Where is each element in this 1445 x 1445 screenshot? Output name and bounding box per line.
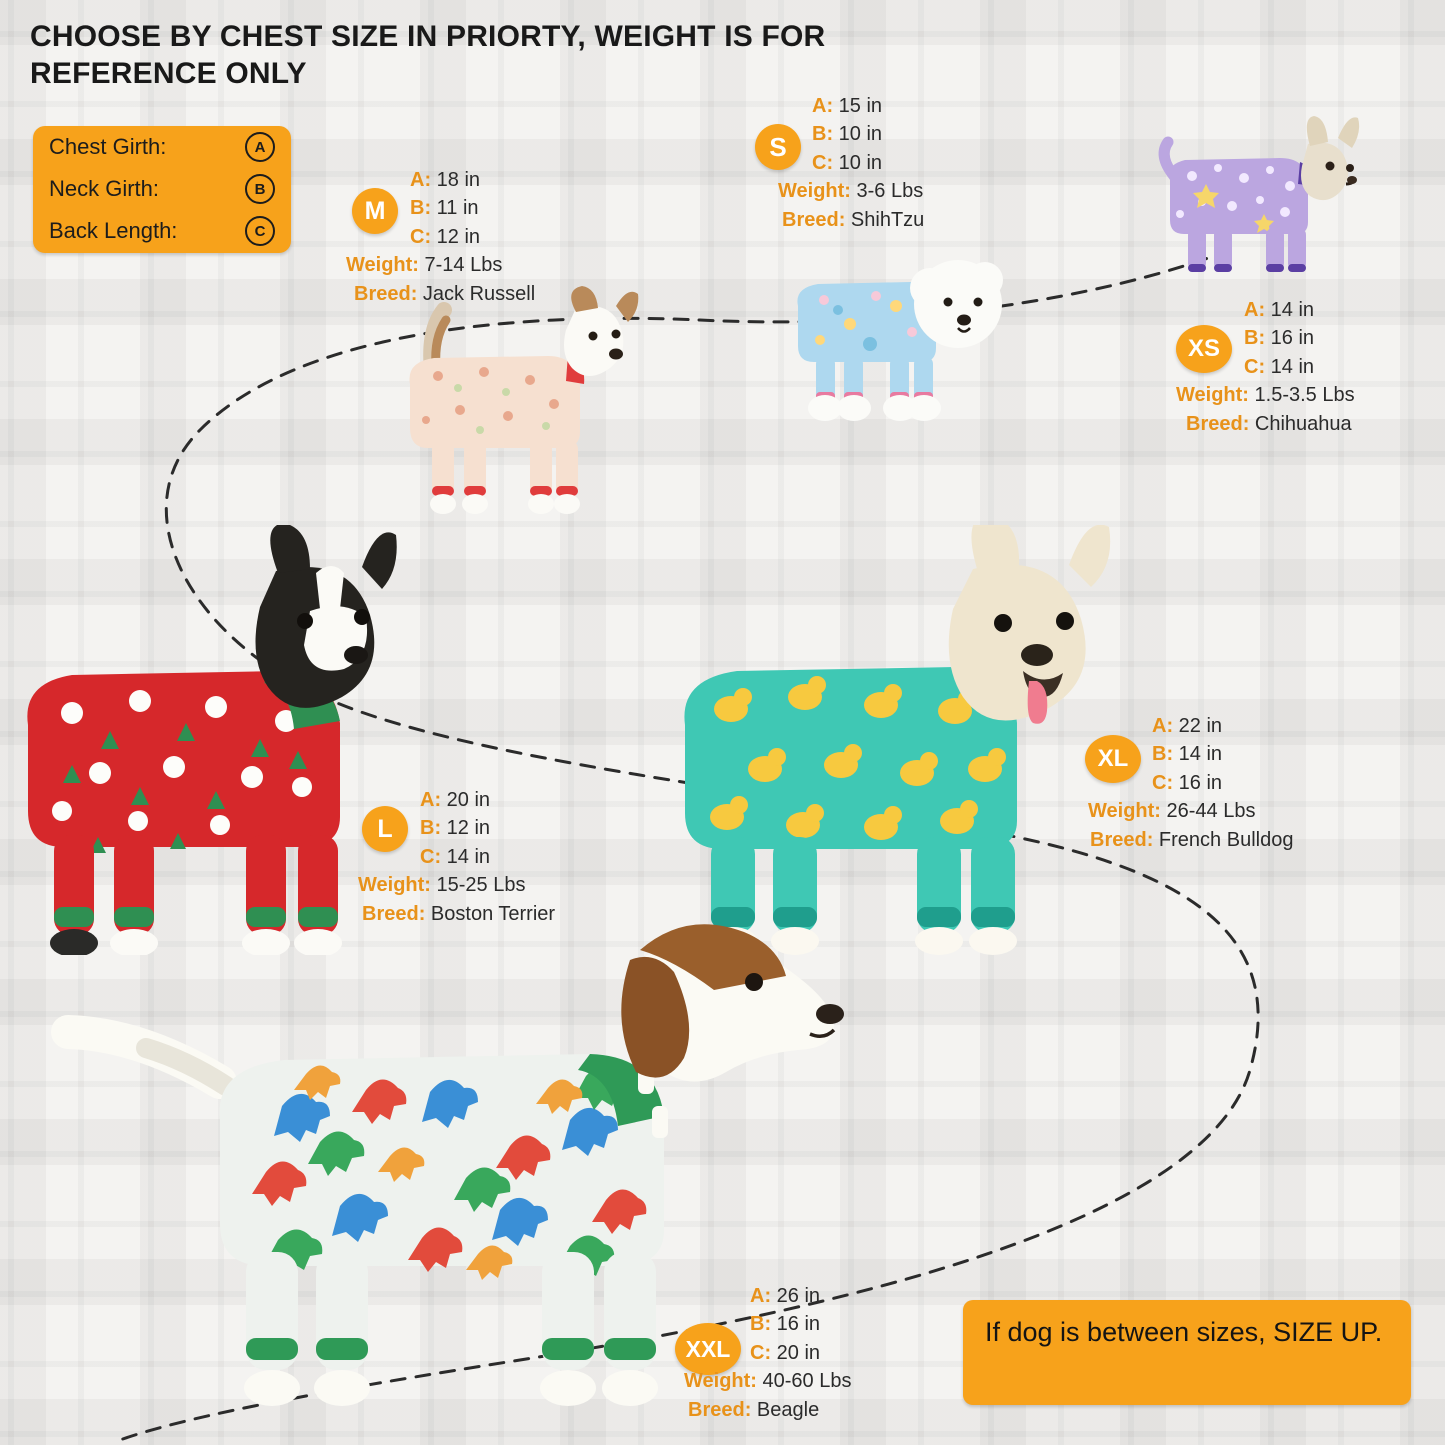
spec-b-label-s: B:	[812, 123, 834, 146]
spec-breed-label-s: Breed:	[782, 208, 846, 231]
size-badge-xxl: XXL	[675, 1323, 741, 1375]
dog-photo-bichon	[780, 240, 1010, 425]
legend-label-neck: Neck Girth:	[49, 176, 160, 201]
size-badge-m: M	[352, 188, 398, 234]
legend-box	[33, 126, 291, 253]
spec-b-value-xs: 16 in	[1270, 327, 1315, 350]
legend-row-chest	[33, 126, 291, 168]
spec-b-label-xl: B:	[1152, 743, 1174, 766]
spec-a-label-l: A:	[420, 789, 442, 811]
spec-c-label-m: C:	[410, 225, 432, 248]
spec-weight-label-xs: Weight:	[1176, 384, 1249, 407]
spec-a-label-m: A:	[410, 169, 432, 191]
spec-b-value-m: 11 in	[436, 197, 479, 220]
size-badge-l: L	[362, 806, 408, 852]
spec-breed-value-xl: French Bulldog	[1158, 828, 1294, 851]
spec-a-value-m: 18 in	[436, 169, 481, 191]
spec-b-label-xs: B:	[1244, 327, 1266, 350]
spec-a-label-xs: A:	[1244, 299, 1266, 321]
spec-a-value-xs: 14 in	[1270, 299, 1315, 321]
size-up-note: If dog is between sizes, SIZE UP.	[963, 1300, 1411, 1405]
spec-c-label-l: C:	[420, 845, 442, 868]
spec-weight-label-l: Weight:	[358, 874, 431, 897]
legend-badge-a: A	[245, 132, 275, 162]
spec-weight-value-l: 15-25 Lbs	[436, 874, 526, 897]
spec-a-label-xxl: A:	[750, 1285, 772, 1307]
spec-c-label-xs: C:	[1244, 355, 1266, 378]
spec-block-l	[358, 786, 556, 928]
spec-c-value-s: 10 in	[838, 151, 883, 174]
spec-c-value-l: 14 in	[446, 845, 491, 868]
spec-breed-value-l: Boston Terrier	[430, 902, 556, 925]
dog-photo-chihuahua	[1140, 110, 1360, 290]
spec-b-value-xl: 14 in	[1178, 743, 1223, 766]
spec-breed-value-s: ShihTzu	[850, 208, 925, 231]
page-title: CHOOSE BY CHEST SIZE IN PRIORTY, WEIGHT IS FOR REFERENCE ONLY	[30, 20, 826, 91]
spec-b-value-xxl: 16 in	[776, 1313, 821, 1336]
size-badge-xs: XS	[1176, 325, 1232, 373]
spec-b-label-m: B:	[410, 197, 432, 220]
dog-photo-boston-terrier	[10, 525, 430, 955]
size-badge-s: S	[755, 124, 801, 170]
spec-c-value-xl: 16 in	[1178, 771, 1223, 794]
spec-a-value-l: 20 in	[446, 789, 491, 811]
spec-breed-value-xxl: Beagle	[756, 1398, 820, 1421]
spec-weight-label-s: Weight:	[778, 180, 851, 203]
dog-photo-beagle	[30, 910, 890, 1420]
legend-badge-b: B	[245, 174, 275, 204]
spec-a-value-xxl: 26 in	[776, 1285, 821, 1307]
spec-breed-value-m: Jack Russell	[422, 282, 536, 305]
spec-c-value-xs: 14 in	[1270, 355, 1315, 378]
spec-weight-label-xxl: Weight:	[684, 1370, 757, 1393]
legend-label-chest: Chest Girth:	[49, 134, 167, 159]
spec-b-label-xxl: B:	[750, 1313, 772, 1336]
spec-weight-label-xl: Weight:	[1088, 800, 1161, 823]
legend-badge-c: C	[245, 216, 275, 246]
spec-a-value-xl: 22 in	[1178, 715, 1223, 737]
spec-weight-value-xs: 1.5-3.5 Lbs	[1254, 384, 1355, 407]
spec-b-label-l: B:	[420, 817, 442, 840]
legend-label-back: Back Length:	[49, 218, 178, 243]
spec-weight-label-m: Weight:	[346, 254, 419, 277]
spec-breed-label-m: Breed:	[354, 282, 418, 305]
spec-breed-label-l: Breed:	[362, 902, 426, 925]
spec-breed-label-xs: Breed:	[1186, 412, 1250, 435]
spec-breed-label-xxl: Breed:	[688, 1398, 752, 1421]
spec-weight-value-xl: 26-44 Lbs	[1166, 800, 1256, 823]
spec-a-label-xl: A:	[1152, 715, 1174, 737]
spec-block-s	[778, 92, 925, 234]
spec-b-value-s: 10 in	[838, 123, 883, 146]
spec-c-label-xxl: C:	[750, 1341, 772, 1364]
spec-a-value-s: 15 in	[838, 95, 883, 117]
spec-c-label-s: C:	[812, 151, 834, 174]
spec-c-value-xxl: 20 in	[776, 1341, 821, 1364]
size-badge-xl: XL	[1085, 735, 1141, 783]
spec-breed-label-xl: Breed:	[1090, 828, 1154, 851]
spec-weight-value-xxl: 40-60 Lbs	[762, 1370, 852, 1393]
dog-photo-french-bulldog	[655, 525, 1125, 955]
spec-breed-value-xs: Chihuahua	[1254, 412, 1352, 435]
dog-photo-jack-russell	[380, 280, 640, 520]
spec-weight-value-m: 7-14 Lbs	[424, 254, 503, 277]
spec-c-value-m: 12 in	[436, 225, 481, 248]
spec-a-label-s: A:	[812, 95, 834, 117]
spec-c-label-xl: C:	[1152, 771, 1174, 794]
legend-row-neck	[33, 168, 291, 210]
spec-b-value-l: 12 in	[446, 817, 491, 840]
spec-weight-value-s: 3-6 Lbs	[856, 180, 924, 203]
legend-row-back	[33, 210, 291, 252]
